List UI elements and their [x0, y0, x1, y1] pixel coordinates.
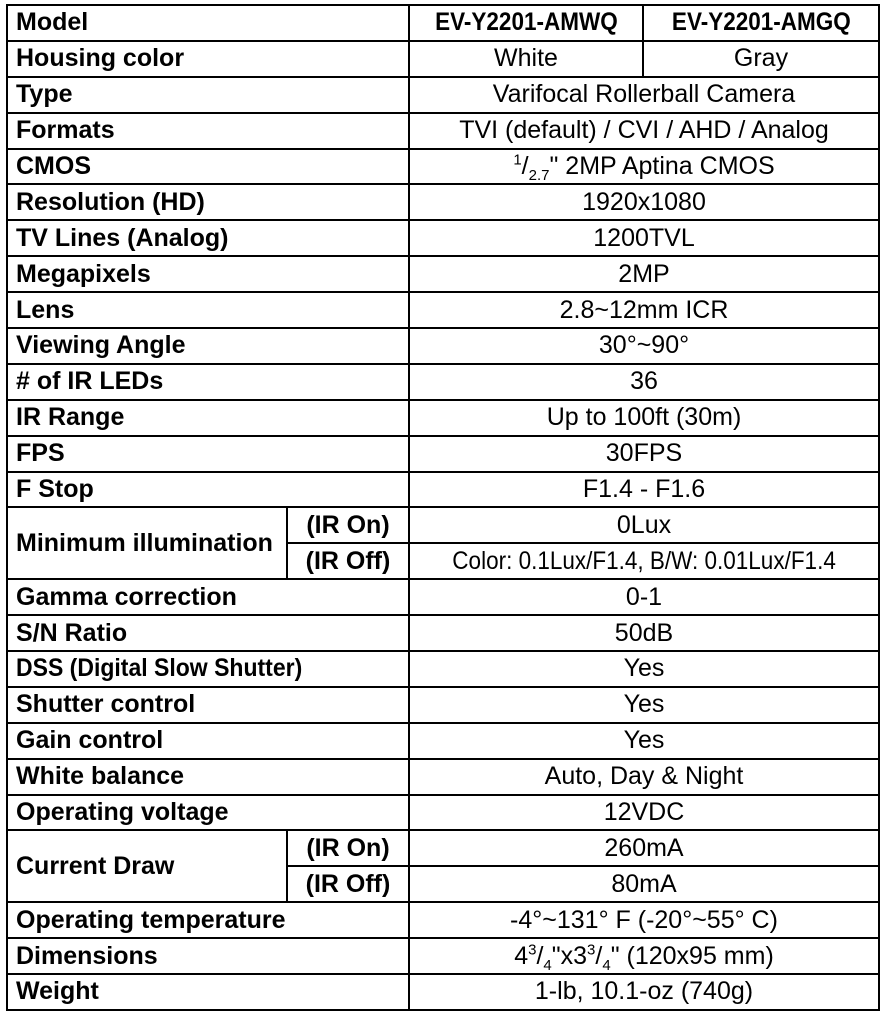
- row-value: Auto, Day & Night: [409, 759, 879, 795]
- min-illum-ir-off-value: Color: 0.1Lux/F1.4, B/W: 0.01Lux/F1.4: [409, 543, 879, 579]
- table-row: [7, 938, 879, 974]
- table-row: [7, 472, 879, 508]
- row-value: 50dB: [409, 615, 879, 651]
- table-row: [7, 256, 879, 292]
- row-label: Operating temperature: [7, 902, 409, 938]
- row-label: Viewing Angle: [7, 328, 409, 364]
- row-value: Up to 100ft (30m): [409, 400, 879, 436]
- dimensions-value: $4^3/_4"x3^3/_4$" (120x95 mm): [409, 938, 879, 974]
- housing-value-1: White: [409, 41, 643, 77]
- table-row: [7, 830, 879, 866]
- row-value: Varifocal Rollerball Camera: [409, 77, 879, 113]
- row-value: 12VDC: [409, 795, 879, 831]
- row-value: 36: [409, 364, 879, 400]
- current-draw-ir-off-value: 80mA: [409, 866, 879, 902]
- row-value: 0-1: [409, 579, 879, 615]
- current-draw-ir-off-label: (IR Off): [287, 866, 409, 902]
- row-value: 2MP: [409, 256, 879, 292]
- table-row: [7, 364, 879, 400]
- table-row: [7, 795, 879, 831]
- table-row: [7, 113, 879, 149]
- row-value: Yes: [409, 687, 879, 723]
- row-label: CMOS: [7, 149, 409, 185]
- row-label: Resolution (HD): [7, 184, 409, 220]
- row-value: TVI (default) / CVI / AHD / Analog: [409, 113, 879, 149]
- cmos-value: $^1/_{2.7}$" 2MP Aptina CMOS: [409, 149, 879, 185]
- row-label: S/N Ratio: [7, 615, 409, 651]
- row-label: Housing color: [7, 41, 409, 77]
- table-row: [7, 436, 879, 472]
- table-row: [7, 974, 879, 1010]
- model-label: Model: [7, 5, 409, 41]
- table-row: [7, 579, 879, 615]
- row-value: 1920x1080: [409, 184, 879, 220]
- row-value: Yes: [409, 651, 879, 687]
- min-illum-ir-off-label: (IR Off): [287, 543, 409, 579]
- row-label: Dimensions: [7, 938, 409, 974]
- row-value: F1.4 - F1.6: [409, 472, 879, 508]
- min-illum-ir-on-value: 0Lux: [409, 507, 879, 543]
- row-label: White balance: [7, 759, 409, 795]
- row-label: Lens: [7, 292, 409, 328]
- table-row: [7, 723, 879, 759]
- row-value: -4°~131° F (-20°~55° C): [409, 902, 879, 938]
- row-value: 30°~90°: [409, 328, 879, 364]
- table-row: [7, 149, 879, 185]
- model-1: EV-Y2201-AMWQ: [409, 5, 643, 41]
- table-row: [7, 759, 879, 795]
- row-value: 1200TVL: [409, 220, 879, 256]
- current-draw-label: Current Draw: [7, 830, 287, 902]
- min-illum-ir-on-label: (IR On): [287, 507, 409, 543]
- table-row: [7, 615, 879, 651]
- row-label: TV Lines (Analog): [7, 220, 409, 256]
- table-row: [7, 902, 879, 938]
- row-label: Operating voltage: [7, 795, 409, 831]
- table-row: [7, 328, 879, 364]
- table-row: [7, 5, 879, 41]
- min-illum-label: Minimum illumination: [7, 507, 287, 579]
- table-row: [7, 687, 879, 723]
- row-value: Yes: [409, 723, 879, 759]
- table-row: [7, 184, 879, 220]
- row-value: 1-lb, 10.1-oz (740g): [409, 974, 879, 1010]
- row-value: 30FPS: [409, 436, 879, 472]
- row-label: Gain control: [7, 723, 409, 759]
- table-row: [7, 77, 879, 113]
- current-draw-ir-on-label: (IR On): [287, 830, 409, 866]
- row-value: 2.8~12mm ICR: [409, 292, 879, 328]
- table-row: [7, 41, 879, 77]
- table-row: [7, 220, 879, 256]
- row-label: DSS (Digital Slow Shutter): [7, 651, 409, 687]
- table-row: [7, 292, 879, 328]
- row-label: # of IR LEDs: [7, 364, 409, 400]
- model-2: EV-Y2201-AMGQ: [643, 5, 879, 41]
- housing-value-2: Gray: [643, 41, 879, 77]
- current-draw-ir-on-value: 260mA: [409, 830, 879, 866]
- row-label: Formats: [7, 113, 409, 149]
- table-row: [7, 400, 879, 436]
- row-label: Weight: [7, 974, 409, 1010]
- table-row: [7, 651, 879, 687]
- row-label: IR Range: [7, 400, 409, 436]
- spec-table: [6, 4, 880, 1011]
- table-row: [7, 507, 879, 543]
- row-label: Megapixels: [7, 256, 409, 292]
- row-label: FPS: [7, 436, 409, 472]
- row-label: Shutter control: [7, 687, 409, 723]
- row-label: Type: [7, 77, 409, 113]
- row-label: F Stop: [7, 472, 409, 508]
- row-label: Gamma correction: [7, 579, 409, 615]
